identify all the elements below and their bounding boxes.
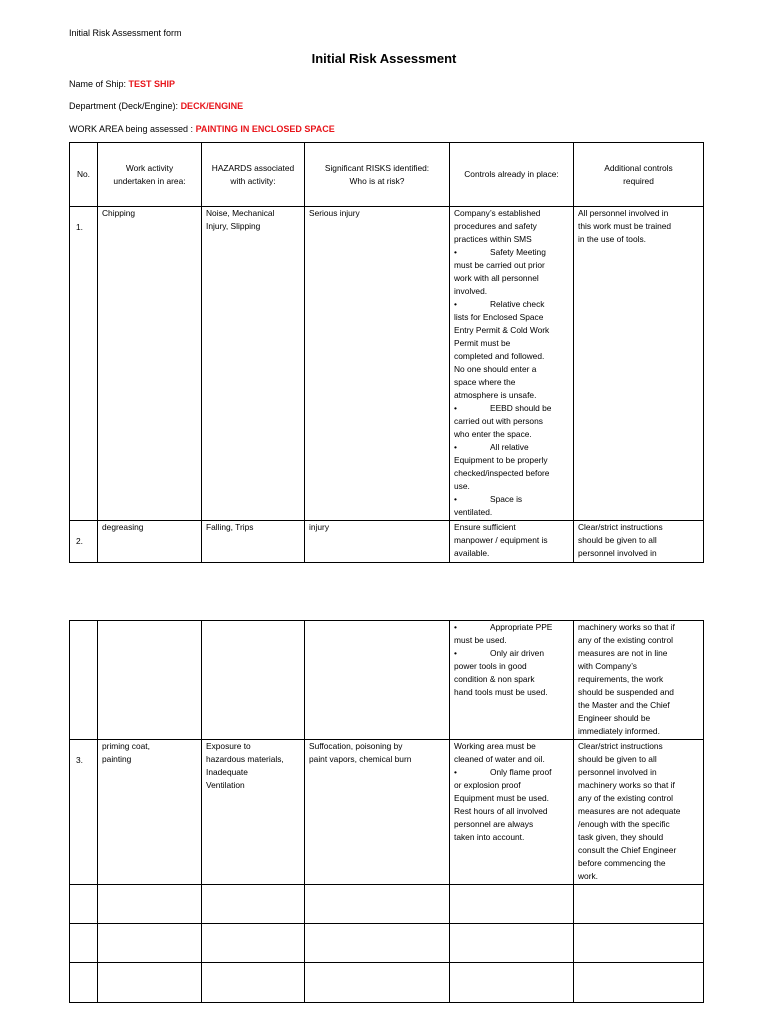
additional-cell: machinery works so that if any of the existing control measures are not in line with Company’s requirements, the work should be suspended and the Master and the Chief Engineer should be immediately informed. [574,621,704,740]
controls-cell: Working area must be cleaned of water and oil. • Only flame proof or explosion proof Equipment must be used. Rest hours of all involved personnel are always taken into account. [450,740,574,885]
work-area-label: WORK AREA being assessed : [69,124,194,134]
empty-cell [202,885,305,924]
empty-cell [70,924,98,963]
bullet-icon: • [454,648,457,658]
header-no: No. [70,143,98,207]
empty-cell [202,924,305,963]
empty-cell [305,963,450,1003]
bullet-icon: • [454,767,457,777]
ship-name-label: Name of Ship: [69,79,127,89]
risk-table-part-2 [69,620,704,1003]
risks-cell: Serious injury [305,207,450,521]
empty-cell [450,885,574,924]
bullet-icon: • [454,622,457,632]
form-header: Initial Risk Assessment form [69,28,182,38]
bullet-icon: • [454,299,457,309]
header-controls: Controls already in place: [450,143,574,207]
hazards-cell: Falling, Trips [202,521,305,563]
table-row [70,885,704,924]
empty-cell [70,885,98,924]
additional-cell: Clear/strict instructions should be given to all personnel involved in machinery works so that if any of the existing control measures are not adequate /enough with the specific task given, they should consult the Chief Engineer before commencing the work. [574,740,704,885]
bullet-icon: • [454,494,457,504]
table-row [70,740,704,885]
work-area-line [69,124,335,134]
risk-table-part-1 [69,142,704,563]
controls-cell: • Appropriate PPE must be used. • Only air driven power tools in good condition & non spark hand tools must be used. [450,621,574,740]
risks-cell: injury [305,521,450,563]
empty-cell [450,963,574,1003]
hazards-cell [202,621,305,740]
row-number [70,621,98,740]
work-area-value: PAINTING IN ENCLOSED SPACE [195,124,335,134]
empty-cell [98,963,202,1003]
hazards-cell: Noise, Mechanical Injury, Slipping [202,207,305,521]
controls-cell: Company’s established procedures and safety practices within SMS • Safety Meeting must be carried out prior work with all personnel involved. • Relative check lists for Enclosed Space Entry Permit & Cold Work Permit must be completed and followed. No one should enter a space where the atmosphere is unsafe. • EEBD should be carried out with persons who enter the space. • All relative Equipment to be properly checked/inspected before use. • Space is ventilated. [450,207,574,521]
risks-cell [305,621,450,740]
bullet-icon: • [454,442,457,452]
page-title: Initial Risk Assessment [311,51,457,66]
additional-cell: Clear/strict instructions should be given to all personnel involved in [574,521,704,563]
activity-cell: priming coat, painting [98,740,202,885]
department-label: Department (Deck/Engine): [69,101,179,111]
table-row [70,924,704,963]
bullet-icon: • [454,403,457,413]
empty-cell [574,924,704,963]
ship-name-value: TEST SHIP [128,79,176,89]
empty-cell [98,924,202,963]
risks-cell: Suffocation, poisoning by paint vapors, chemical burn [305,740,450,885]
header-risks: Significant RISKS identified: Who is at risk? [305,143,450,207]
empty-cell [305,924,450,963]
hazards-cell: Exposure to hazardous materials, Inadequate Ventilation [202,740,305,885]
header-hazards: HAZARDS associated with activity: [202,143,305,207]
empty-cell [70,963,98,1003]
additional-cell: All personnel involved in this work must be trained in the use of tools. [574,207,704,521]
table-row [70,207,704,521]
department-value: DECK/ENGINE [180,101,244,111]
header-activity: Work activity undertaken in area: [98,143,202,207]
activity-cell [98,621,202,740]
table-header-row [70,143,704,207]
bullet-icon: • [454,247,457,257]
department-line [69,101,243,111]
activity-cell: Chipping [98,207,202,521]
table-row [70,621,704,740]
empty-cell [574,885,704,924]
table-row [70,963,704,1003]
empty-cell [574,963,704,1003]
controls-cell: Ensure sufficient manpower / equipment is available. [450,521,574,563]
row-number: 2. [70,521,98,563]
ship-name-line [69,79,175,89]
empty-cell [98,885,202,924]
empty-cell [202,963,305,1003]
row-number: 3. [70,740,98,885]
empty-cell [450,924,574,963]
empty-cell [305,885,450,924]
table-row [70,521,704,563]
header-additional: Additional controls required [574,143,704,207]
row-number: 1. [70,207,98,521]
activity-cell: degreasing [98,521,202,563]
